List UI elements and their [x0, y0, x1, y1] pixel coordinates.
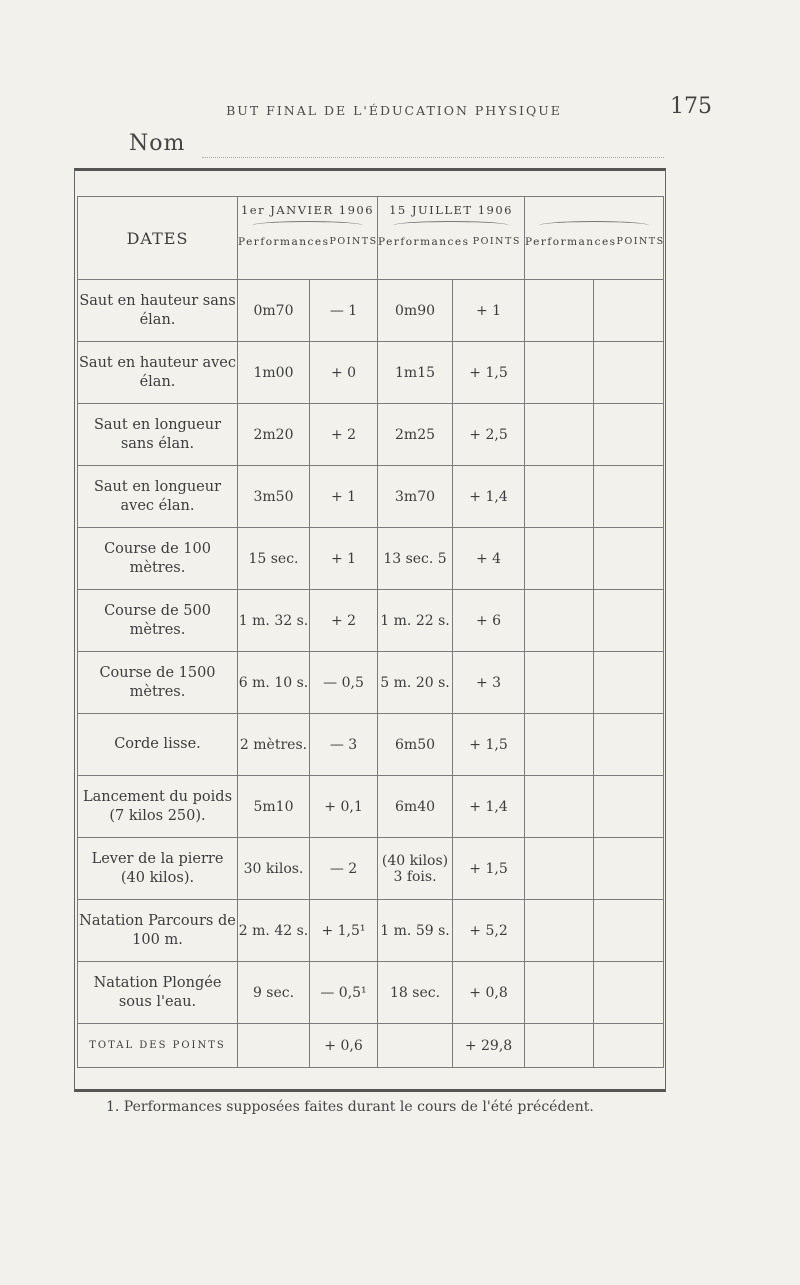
group-header-2 [378, 197, 525, 280]
performance-table [77, 196, 664, 1068]
table-row [78, 404, 664, 466]
table-row [78, 962, 664, 1024]
performance-3-cell [525, 652, 594, 714]
performance-2-cell: 2m25 [378, 404, 453, 466]
performance-3-cell [525, 776, 594, 838]
event-cell: Lever de la pierre (40 kilos). [78, 838, 238, 900]
event-cell: Saut en longueur sans élan. [78, 404, 238, 466]
points-2-cell: + 2,5 [453, 404, 525, 466]
subheader-points-3: POINTS [616, 236, 665, 247]
total-label: TOTAL DES POINTS [78, 1024, 238, 1068]
points-3-cell [594, 280, 664, 342]
points-3-cell [594, 714, 664, 776]
performance-1-cell: 0m70 [238, 280, 310, 342]
performance-2-cell: 0m90 [378, 280, 453, 342]
event-cell: Corde lisse. [78, 714, 238, 776]
points-3-cell [594, 900, 664, 962]
performance-3-cell [525, 900, 594, 962]
subheader-performances-3: Performances [525, 236, 617, 248]
points-1-cell: + 2 [310, 404, 378, 466]
points-1-cell: + 1 [310, 528, 378, 590]
points-2-cell: + 6 [453, 590, 525, 652]
points-1-cell: + 0 [310, 342, 378, 404]
table-row [78, 838, 664, 900]
performance-2-cell: 3m70 [378, 466, 453, 528]
subheader-performances-2: Performances [378, 236, 470, 248]
points-3-cell [594, 962, 664, 1024]
group-header-1-label: 1er JANVIER 1906 [240, 203, 375, 217]
points-2-cell: + 1,4 [453, 466, 525, 528]
group-header-2-label: 15 JUILLET 1906 [389, 203, 513, 217]
page-number: 175 [670, 94, 712, 119]
performance-3-cell [525, 342, 594, 404]
event-cell: Course de 500 mètres. [78, 590, 238, 652]
performance-2-cell: 1 m. 22 s. [378, 590, 453, 652]
points-1-cell: — 0,5¹ [310, 962, 378, 1024]
performance-2-cell: 6m40 [378, 776, 453, 838]
points-2-cell: + 1,5 [453, 714, 525, 776]
table-row [78, 342, 664, 404]
total-points-1: + 0,6 [310, 1024, 378, 1068]
performance-3-cell [525, 404, 594, 466]
total-perf-2 [378, 1024, 453, 1068]
performance-2-cell: 5 m. 20 s. [378, 652, 453, 714]
points-1-cell: + 0,1 [310, 776, 378, 838]
event-cell: Saut en hauteur avec élan. [78, 342, 238, 404]
points-1-cell: — 1 [310, 280, 378, 342]
performance-1-cell: 30 kilos. [238, 838, 310, 900]
table-row [78, 714, 664, 776]
performance-1-cell: 1m00 [238, 342, 310, 404]
table-row [78, 528, 664, 590]
points-2-cell: + 1,5 [453, 838, 525, 900]
performance-1-cell: 9 sec. [238, 962, 310, 1024]
points-2-cell: + 0,8 [453, 962, 525, 1024]
subheader-points-2: POINTS [472, 236, 521, 247]
name-label: Nom [129, 131, 186, 156]
points-2-cell: + 4 [453, 528, 525, 590]
performance-3-cell [525, 528, 594, 590]
performance-1-cell: 2m20 [238, 404, 310, 466]
event-cell: Saut en hauteur sans élan. [78, 280, 238, 342]
points-3-cell [594, 342, 664, 404]
performance-1-cell: 6 m. 10 s. [238, 652, 310, 714]
name-field-line [202, 157, 664, 158]
event-cell: Natation Plongée sous l'eau. [78, 962, 238, 1024]
points-2-cell: + 1 [453, 280, 525, 342]
brace-1 [252, 221, 363, 230]
group-header-1 [238, 197, 378, 280]
points-2-cell: + 5,2 [453, 900, 525, 962]
table-row [78, 466, 664, 528]
points-3-cell [594, 404, 664, 466]
performance-2-cell: 13 sec. 5 [378, 528, 453, 590]
event-cell: Course de 100 mètres. [78, 528, 238, 590]
group-header-3 [525, 197, 664, 280]
brace-3 [539, 221, 649, 230]
points-1-cell: + 1 [310, 466, 378, 528]
points-1-cell: + 1,5¹ [310, 900, 378, 962]
table-row [78, 280, 664, 342]
points-1-cell: — 0,5 [310, 652, 378, 714]
points-2-cell: + 3 [453, 652, 525, 714]
subheader-performances-1: Performances [238, 236, 330, 248]
performance-3-cell [525, 962, 594, 1024]
points-3-cell [594, 590, 664, 652]
subheader-points-1: POINTS [329, 236, 378, 247]
points-3-cell [594, 466, 664, 528]
points-2-cell: + 1,5 [453, 342, 525, 404]
table-row [78, 776, 664, 838]
points-2-cell: + 1,4 [453, 776, 525, 838]
event-cell: Course de 1500 mètres. [78, 652, 238, 714]
total-perf-1 [238, 1024, 310, 1068]
performance-3-cell [525, 838, 594, 900]
performance-2-cell: (40 kilos) 3 fois. [378, 838, 453, 900]
performance-3-cell [525, 280, 594, 342]
total-points-3 [594, 1024, 664, 1068]
performance-1-cell: 1 m. 32 s. [238, 590, 310, 652]
performance-3-cell [525, 714, 594, 776]
performance-1-cell: 15 sec. [238, 528, 310, 590]
points-3-cell [594, 776, 664, 838]
performance-1-cell: 3m50 [238, 466, 310, 528]
points-3-cell [594, 652, 664, 714]
performance-2-cell: 18 sec. [378, 962, 453, 1024]
table-row [78, 652, 664, 714]
performance-3-cell [525, 590, 594, 652]
performance-2-cell: 1m15 [378, 342, 453, 404]
total-perf-3 [525, 1024, 594, 1068]
performance-1-cell: 2 mètres. [238, 714, 310, 776]
event-cell: Saut en longueur avec élan. [78, 466, 238, 528]
performance-2-cell: 1 m. 59 s. [378, 900, 453, 962]
table-row [78, 590, 664, 652]
total-points-2: + 29,8 [453, 1024, 525, 1068]
footnote: 1. Performances supposées faites durant le cours de l'été précédent. [106, 1099, 594, 1115]
points-3-cell [594, 838, 664, 900]
dates-header: DATES [78, 197, 238, 280]
event-cell: Natation Parcours de 100 m. [78, 900, 238, 962]
event-cell: Lancement du poids (7 kilos 250). [78, 776, 238, 838]
performance-1-cell: 2 m. 42 s. [238, 900, 310, 962]
running-head: BUT FINAL DE L'ÉDUCATION PHYSIQUE [226, 103, 562, 118]
points-3-cell [594, 528, 664, 590]
performance-2-cell: 6m50 [378, 714, 453, 776]
table-row [78, 900, 664, 962]
performance-1-cell: 5m10 [238, 776, 310, 838]
performance-3-cell [525, 466, 594, 528]
points-1-cell: + 2 [310, 590, 378, 652]
brace-2 [393, 221, 510, 230]
points-1-cell: — 3 [310, 714, 378, 776]
points-1-cell: — 2 [310, 838, 378, 900]
